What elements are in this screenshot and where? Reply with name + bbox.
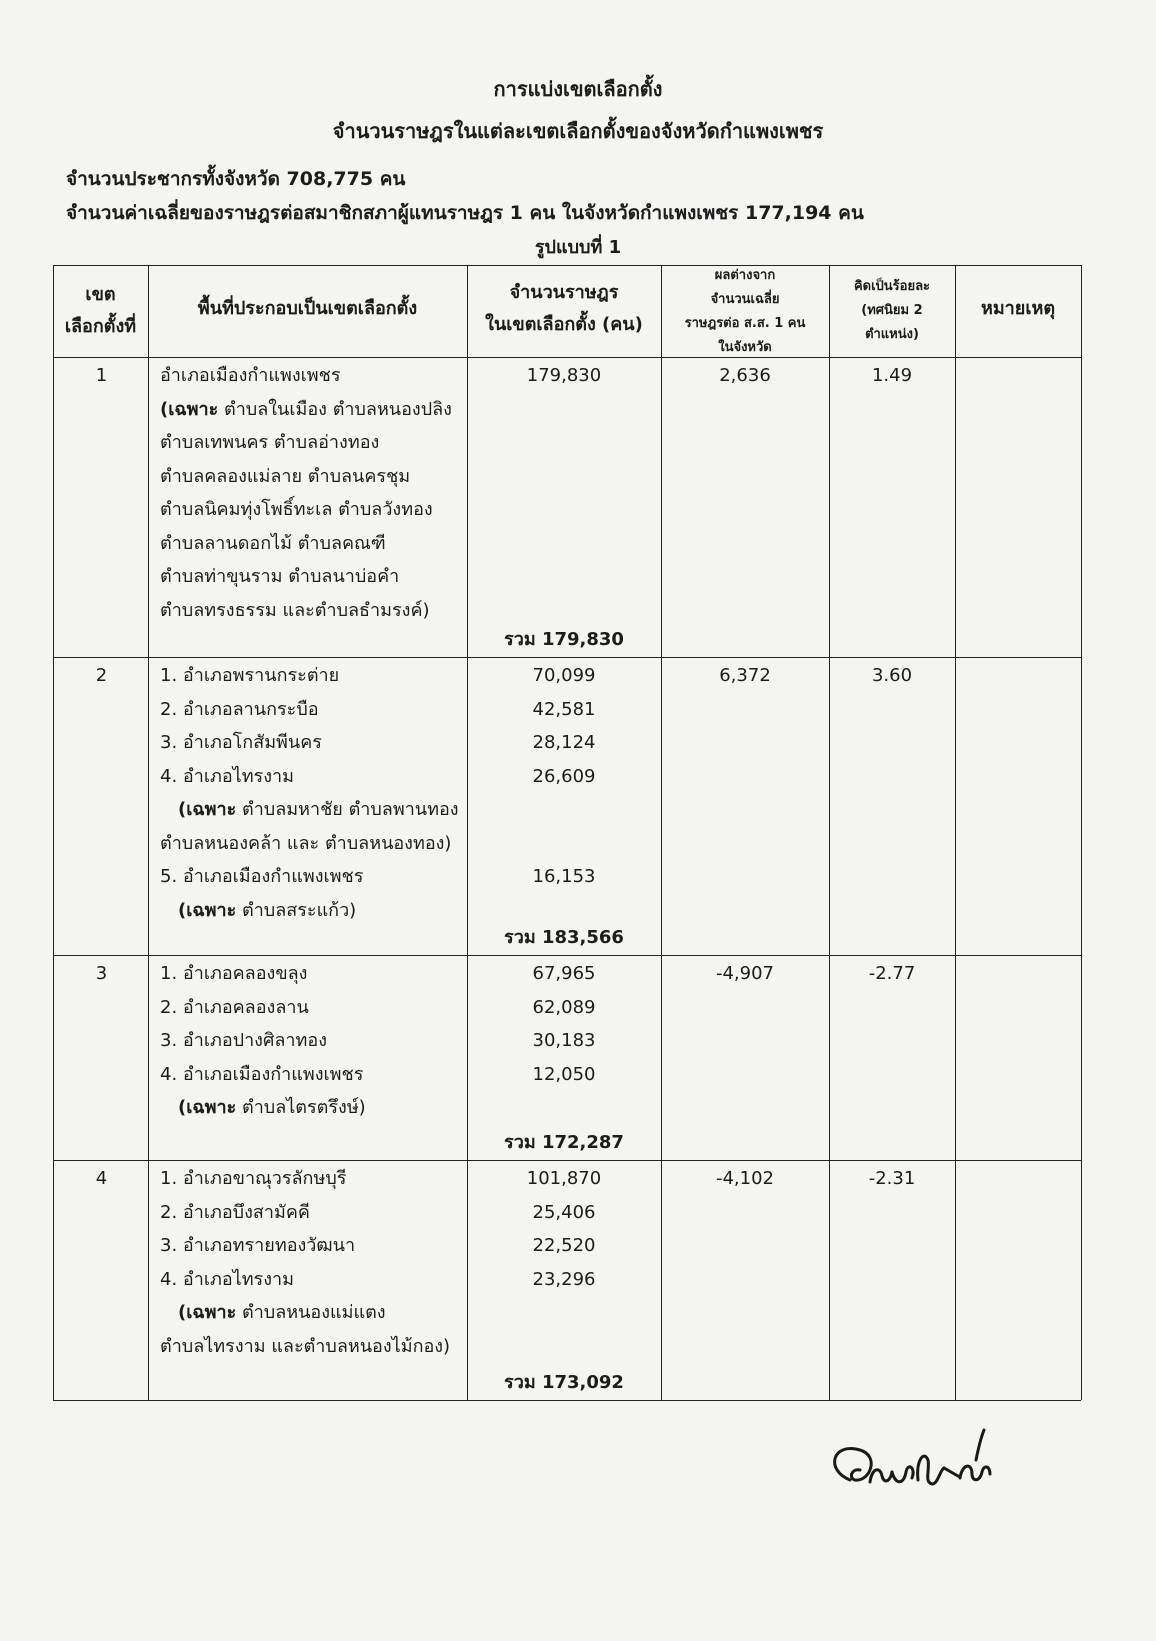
area-line: 2. อำเภอบึงสามัคคี — [160, 1201, 310, 1223]
area-line: ตำบลทรงธรรม และตำบลธำมรงค์) — [160, 599, 430, 621]
header-text-line: เขต — [85, 284, 116, 305]
area-line: 3. อำเภอปางศิลาทอง — [160, 1030, 327, 1051]
area-line: (เฉพาะ ตำบลสระแก้ว) — [178, 899, 357, 921]
difference-value: 6,372 — [719, 665, 771, 686]
header-text-line: (ทศนิยม 2 — [861, 303, 923, 318]
only-marker: (เฉพาะ — [160, 398, 219, 420]
district-number: 4 — [95, 1168, 108, 1189]
area-line: 3. อำเภอโกสัมพีนคร — [160, 732, 322, 753]
population-value: 12,050 — [532, 1063, 596, 1085]
header-text-line: ผลต่างจาก — [714, 268, 776, 283]
header-population — [467, 277, 661, 341]
area-line: 5. อำเภอเมืองกำแพงเพชร — [160, 866, 364, 887]
percent-value: -2.77 — [868, 963, 916, 984]
table-rule — [53, 1400, 1081, 1401]
area-line: (เฉพาะ ตำบลมหาชัย ตำบลพานทอง — [178, 799, 459, 820]
area-line: 4. อำเภอไทรงาม — [160, 765, 294, 787]
table-column-rule — [1081, 265, 1082, 1400]
table-column-rule — [661, 265, 662, 1400]
header-text-line: หมายเหตุ — [980, 298, 1056, 319]
header-text-line: เลือกตั้งที่ — [64, 316, 137, 337]
area-line: 4. อำเภอไทรงาม — [160, 1268, 294, 1290]
area-line: ตำบลเทพนคร ตำบลอ่างทอง — [160, 432, 380, 453]
area-line: 2. อำเภอคลองลาน — [160, 996, 309, 1018]
area-line: 2. อำเภอลานกระบือ — [160, 698, 319, 720]
percent-value: 1.49 — [871, 365, 913, 386]
area-line: 1. อำเภอขาณุวรลักษบุรี — [160, 1168, 347, 1189]
table-column-rule — [955, 265, 956, 1400]
district-total: รวม 172,287 — [504, 1132, 624, 1153]
header-text-line: จำนวนราษฎร — [509, 282, 619, 303]
table-rule — [53, 1160, 1081, 1161]
header-text-line: จำนวนเฉลี่ย — [710, 292, 780, 307]
population-value: 22,520 — [532, 1235, 596, 1256]
population-value: 101,870 — [526, 1168, 602, 1189]
area-line: 4. อำเภอเมืองกำแพงเพชร — [160, 1063, 364, 1085]
percent-value: -2.31 — [868, 1168, 916, 1189]
difference-value: 2,636 — [719, 365, 771, 386]
table-column-rule — [148, 265, 149, 1400]
district-total: รวม 173,092 — [504, 1372, 624, 1393]
area-line: 1. อำเภอพรานกระต่าย — [160, 665, 340, 686]
population-value: 62,089 — [532, 996, 596, 1018]
only-marker: (เฉพาะ — [178, 799, 237, 820]
header-text-line: ในจังหวัด — [718, 340, 772, 355]
document-subtitle: จำนวนราษฎรในแต่ละเขตเลือกตั้งของจังหวัดกำแพงเพชร — [332, 119, 824, 143]
population-value: 70,099 — [532, 665, 596, 686]
area-line: 1. อำเภอคลองขลุง — [160, 963, 308, 984]
area-line: ตำบลไทรงาม และตำบลหนองไม้กอง) — [160, 1335, 451, 1357]
area-line: ตำบลคลองแม่ลาย ตำบลนครชุม — [160, 465, 411, 487]
population-value: 67,965 — [532, 963, 596, 984]
header-text-line: ในเขตเลือกตั้ง (คน) — [485, 314, 643, 335]
header-area — [148, 293, 467, 325]
only-marker: (เฉพาะ — [178, 1097, 237, 1118]
signature — [820, 1420, 1020, 1530]
table-column-rule — [829, 265, 830, 1400]
header-text-line: พื้นที่ประกอบเป็นเขตเลือกตั้ง — [197, 298, 418, 319]
population-value: 28,124 — [532, 732, 596, 753]
area-line: 3. อำเภอทรายทองวัฒนา — [160, 1235, 356, 1256]
area-line: ตำบลนิคมทุ่งโพธิ์ทะเล ตำบลวังทอง — [160, 499, 433, 520]
area-line: ตำบลท่าขุนราม ตำบลนาบ่อคำ — [160, 566, 400, 587]
district-total: รวม 179,830 — [504, 629, 624, 650]
table-rule — [53, 357, 1081, 358]
table-rule — [53, 265, 1081, 266]
header-difference — [661, 264, 829, 360]
table-rule — [53, 955, 1081, 956]
format-label: รูปแบบที่ 1 — [534, 237, 622, 258]
district-number: 3 — [95, 963, 108, 984]
population-value: 42,581 — [532, 698, 596, 720]
total-population-line: จำนวนประชากรทั้งจังหวัด 708,775 คน — [66, 168, 406, 190]
population-value: 179,830 — [526, 365, 602, 386]
area-line: อำเภอเมืองกำแพงเพชร — [160, 365, 341, 386]
area-line: (เฉพาะ ตำบลในเมือง ตำบลหนองปลิง — [160, 398, 452, 420]
population-value: 30,183 — [532, 1030, 596, 1051]
header-district — [53, 279, 148, 343]
population-value: 23,296 — [532, 1268, 596, 1290]
only-marker: (เฉพาะ — [178, 1302, 237, 1323]
area-line: (เฉพาะ ตำบลหนองแม่แตง — [178, 1302, 386, 1323]
header-text-line: ตำแหน่ง) — [865, 327, 919, 342]
header-remark — [955, 293, 1081, 325]
district-number: 1 — [95, 365, 108, 386]
district-number: 2 — [95, 665, 108, 686]
difference-value: -4,102 — [715, 1168, 775, 1189]
area-line: (เฉพาะ ตำบลไตรตรึงษ์) — [178, 1097, 366, 1118]
average-line: จำนวนค่าเฉลี่ยของราษฎรต่อสมาชิกสภาผู้แทนราษฎร 1 คน ในจังหวัดกำแพงเพชร 177,194 คน — [66, 202, 864, 224]
population-value: 26,609 — [532, 765, 596, 787]
population-value: 25,406 — [532, 1201, 596, 1223]
district-total: รวม 183,566 — [504, 927, 624, 948]
area-line: ตำบลหนองคล้า และ ตำบลหนองทอง) — [160, 832, 452, 854]
document-title: การแบ่งเขตเลือกตั้ง — [493, 77, 663, 101]
difference-value: -4,907 — [715, 963, 775, 984]
header-text-line: ราษฎรต่อ ส.ส. 1 คน — [684, 316, 806, 331]
population-value: 16,153 — [532, 866, 596, 887]
header-text-line: คิดเป็นร้อยละ — [853, 279, 931, 294]
table-rule — [53, 657, 1081, 658]
percent-value: 3.60 — [871, 665, 913, 686]
header-percent — [829, 275, 955, 347]
area-line: ตำบลลานดอกไม้ ตำบลคณฑี — [160, 532, 386, 554]
table-column-rule — [53, 265, 54, 1400]
only-marker: (เฉพาะ — [178, 899, 237, 921]
